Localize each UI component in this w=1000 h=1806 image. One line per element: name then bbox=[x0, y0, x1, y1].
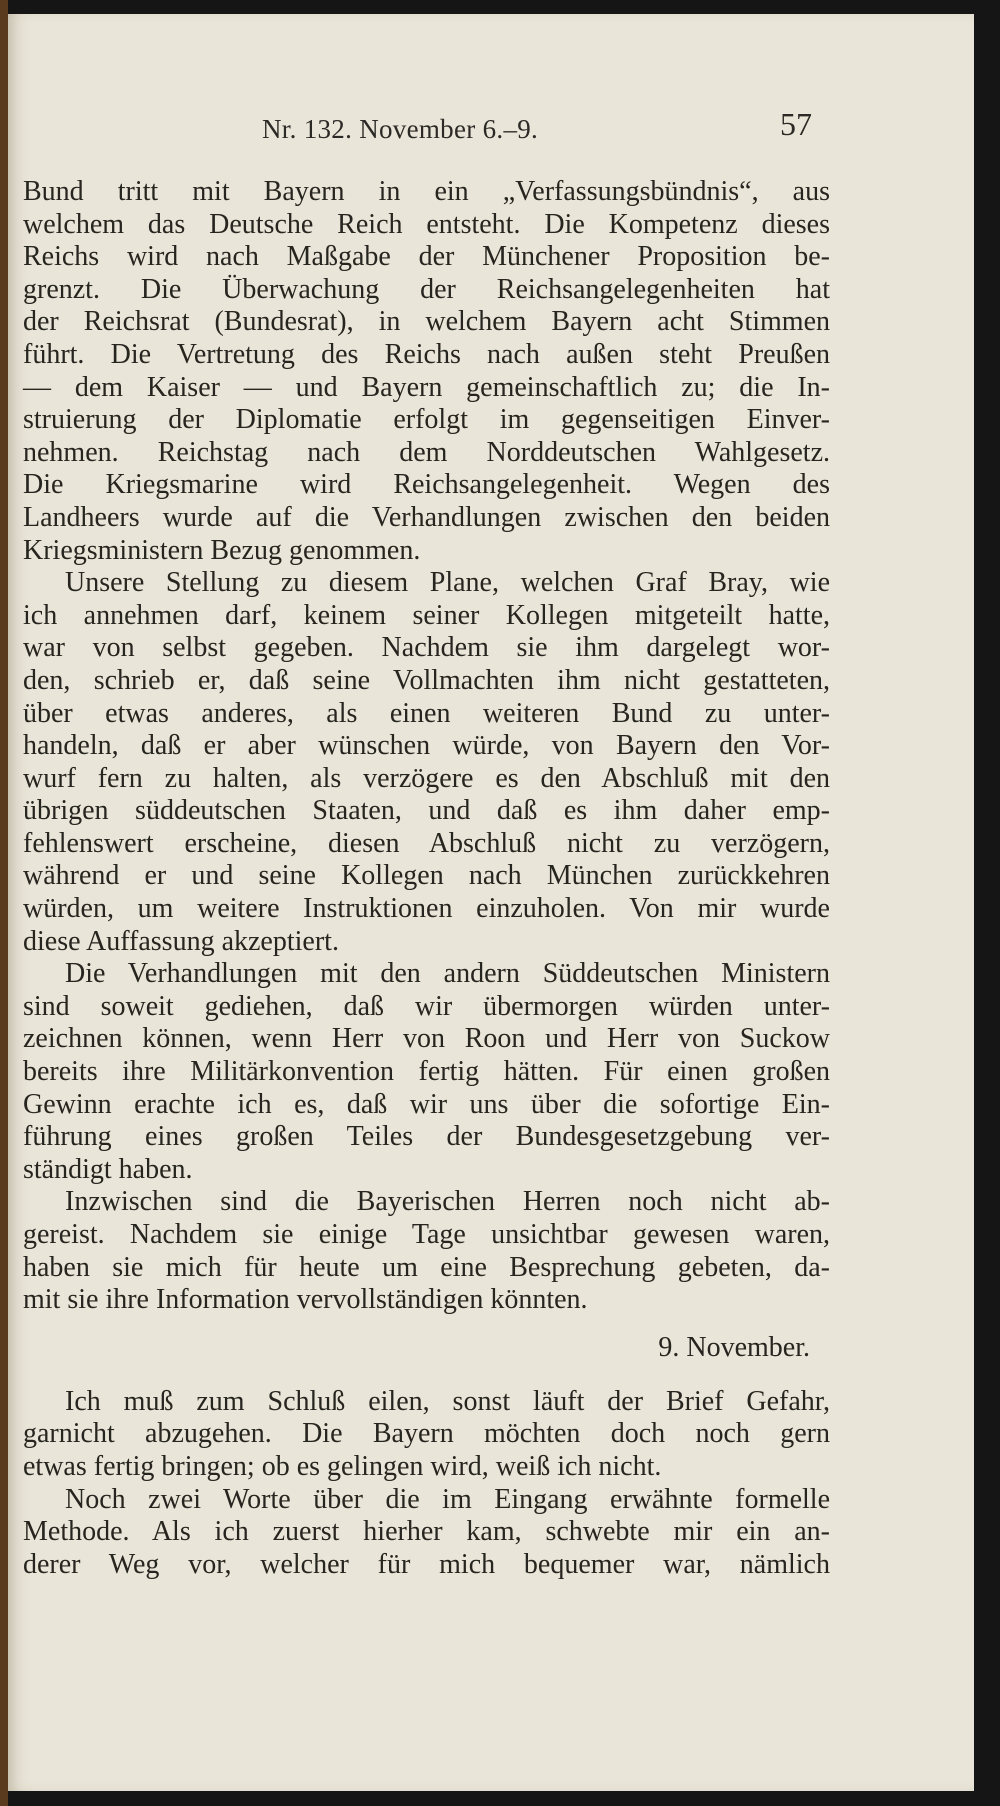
text-line: führung eines großen Teiles der Bundesgesetzgebung ver- bbox=[23, 1121, 830, 1153]
text-line: zeichnen können, wenn Herr von Roon und Herr von Suckow bbox=[23, 1023, 830, 1055]
text-line: der Reichsrat (Bundesrat), in welchem Bayern acht Stimmen bbox=[23, 306, 830, 338]
text-line: welchem das Deutsche Reich entsteht. Die Kompetenz dieses bbox=[23, 208, 830, 240]
text-line: bereits ihre Militärkonvention fertig hätten. Für einen großen bbox=[23, 1056, 830, 1088]
text-line: diese Auffassung akzeptiert. bbox=[23, 925, 339, 957]
paragraph bbox=[23, 1186, 830, 1316]
text-line: Die Verhandlungen mit den andern Süddeutschen Ministern bbox=[65, 958, 830, 990]
text-line: Noch zwei Worte über die im Eingang erwähnte formelle bbox=[65, 1483, 830, 1515]
text-line: Landheers wurde auf die Verhandlungen zwischen den beiden bbox=[23, 501, 830, 533]
text-line: Die Kriegsmarine wird Reichsangelegenheit. Wegen des bbox=[23, 469, 830, 501]
text-line: gereist. Nachdem sie einige Tage unsichtbar gewesen waren, bbox=[23, 1219, 830, 1250]
book-page bbox=[8, 14, 974, 1791]
text-line: mit sie ihre Information vervollständigen könnten. bbox=[23, 1284, 588, 1316]
paragraph bbox=[23, 176, 830, 567]
scan-border bbox=[0, 0, 8, 1806]
text-line: etwas fertig bringen; ob es gelingen wird, weiß ich nicht. bbox=[23, 1450, 662, 1482]
text-line: ich annehmen darf, keinem seiner Kollegen mitgeteilt hatte, bbox=[23, 599, 830, 631]
text-line: handeln, daß er aber wünschen würde, von Bayern den Vor- bbox=[23, 730, 830, 762]
text-line: derer Weg vor, welcher für mich bequemer war, nämlich bbox=[23, 1548, 830, 1580]
body-text bbox=[23, 176, 830, 1581]
text-line: garnicht abzugehen. Die Bayern möchten doch noch gern bbox=[23, 1418, 830, 1450]
paragraph bbox=[23, 1484, 830, 1582]
text-line: sind soweit gediehen, daß wir übermorgen würden unter- bbox=[23, 990, 830, 1022]
text-line: ständigt haben. bbox=[23, 1153, 193, 1185]
text-line: grenzt. Die Überwachung der Reichsangelegenheiten hat bbox=[23, 273, 830, 305]
text-line: Kriegsministern Bezug genommen. bbox=[23, 534, 421, 566]
text-line: Gewinn erachte ich es, daß wir uns über die sofortige Ein- bbox=[23, 1088, 830, 1120]
paragraphs-after-date bbox=[23, 1386, 830, 1582]
page-number: 57 bbox=[780, 106, 812, 142]
text-line: führt. Die Vertretung des Reichs nach außen steht Preußen bbox=[23, 338, 830, 370]
text-line: Inzwischen sind die Bayerischen Herren noch nicht ab- bbox=[65, 1186, 830, 1218]
text-line: war von selbst gegeben. Nachdem sie ihm dargelegt wor- bbox=[23, 632, 830, 664]
text-line: — dem Kaiser — und Bayern gemeinschaftlich zu; die In- bbox=[23, 371, 830, 403]
text-line: nehmen. Reichstag nach dem Norddeutschen Wahlgesetz. bbox=[23, 436, 830, 468]
text-line: über etwas anderes, als einen weiteren Bund zu unter- bbox=[23, 697, 830, 729]
paragraph bbox=[23, 567, 830, 958]
paragraphs-before-date bbox=[23, 176, 830, 1317]
running-head-title: Nr. 132. November 6.–9. bbox=[262, 114, 539, 144]
running-head bbox=[8, 106, 974, 152]
text-line: Bund tritt mit Bayern in ein „Verfassungsbündnis“, aus bbox=[23, 176, 830, 207]
text-line: Unsere Stellung zu diesem Plane, welchen Graf Bray, wie bbox=[65, 567, 830, 599]
date-line: 9. November. bbox=[658, 1331, 810, 1363]
text-line: würden, um weitere Instruktionen einzuholen. Von mir wurde bbox=[23, 893, 830, 925]
text-line: übrigen süddeutschen Staaten, und daß es ihm daher emp- bbox=[23, 795, 830, 827]
text-line: während er und seine Kollegen nach München zurückkehren bbox=[23, 860, 830, 892]
text-line: Ich muß zum Schluß eilen, sonst läuft der Brief Gefahr, bbox=[65, 1385, 830, 1417]
text-line: haben sie mich für heute um eine Besprechung gebeten, da- bbox=[23, 1251, 830, 1283]
text-line: den, schrieb er, daß seine Vollmachten ihm nicht gestatteten, bbox=[23, 664, 830, 696]
text-line: Methode. Als ich zuerst hierher kam, schwebte mir ein an- bbox=[23, 1516, 830, 1548]
text-line: wurf fern zu halten, als verzögere es den Abschluß mit den bbox=[23, 762, 830, 794]
text-line: Reichs wird nach Maßgabe der Münchener Proposition be- bbox=[23, 241, 830, 273]
paragraph bbox=[23, 1386, 830, 1484]
text-line: fehlenswert erscheine, diesen Abschluß nicht zu verzögern, bbox=[23, 827, 830, 859]
paragraph bbox=[23, 958, 830, 1186]
text-line: struierung der Diplomatie erfolgt im gegenseitigen Einver- bbox=[23, 404, 830, 436]
